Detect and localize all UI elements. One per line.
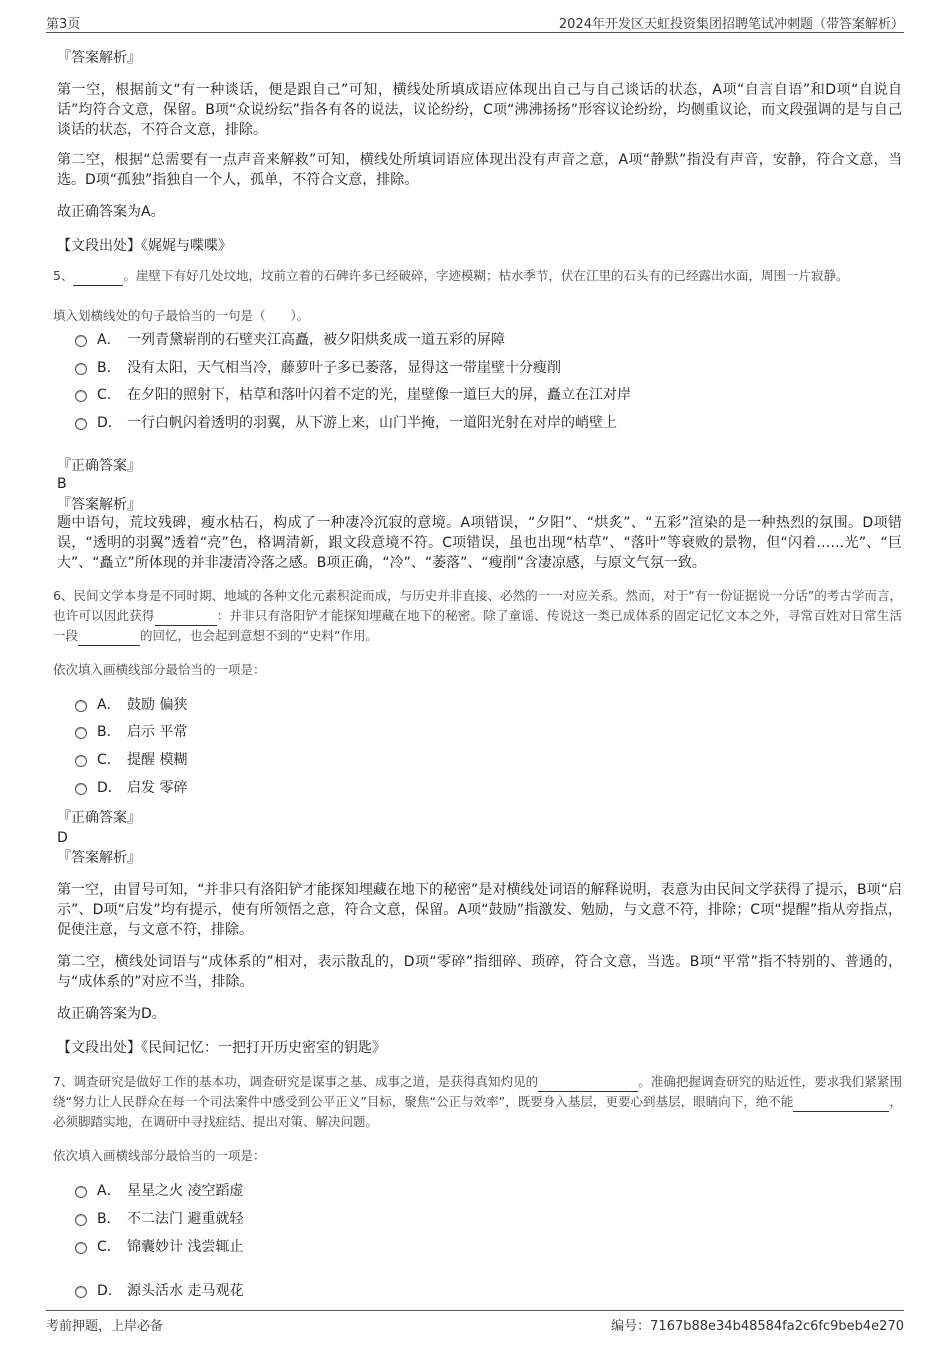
- q6-analysis-label: 『答案解析』: [57, 850, 141, 866]
- radio-icon[interactable]: [75, 700, 87, 712]
- option-text: 星星之火 凌空蹈虚: [127, 1183, 244, 1199]
- q6-conclusion: 故正确答案为D。: [57, 1006, 166, 1022]
- radio-icon[interactable]: [75, 755, 87, 767]
- option-letter: B．: [97, 1211, 121, 1227]
- q5-option-d[interactable]: [97, 413, 617, 433]
- q6-option-d[interactable]: [97, 778, 187, 798]
- option-letter: C．: [97, 752, 121, 768]
- radio-icon[interactable]: [75, 1286, 87, 1298]
- option-text: 一列青黛崭削的石壁夹江高矗，被夕阳烘炙成一道五彩的屏障: [127, 332, 505, 348]
- option-text: 启示 平常: [127, 724, 188, 740]
- q5-blank: [73, 271, 123, 286]
- q5-answer-label: 『正确答案』: [57, 458, 141, 474]
- option-text: 在夕阳的照射下，枯草和落叶闪着不定的光，崖壁像一道巨大的屏，矗立在江对岸: [127, 387, 631, 403]
- q7-option-a[interactable]: [97, 1181, 243, 1201]
- q5-stem-text: 。崖壁下有好几处坟地，坟前立着的石碑许多已经破碎，字迹模糊；枯水季节，伏在江里的石头有的已经露出水面，周围一片寂静。: [123, 268, 849, 283]
- footer-slogan: 考前押题，上岸必备: [46, 1319, 164, 1334]
- option-letter: C．: [97, 387, 121, 403]
- option-letter: B．: [97, 360, 121, 376]
- q6-stem-part1: 6、民间文学本身是不同时期、地域的各种文化元素积淀而成，与历史并非直接、必然的一一对应关系。然而，对于“有一份证据说一分话”的考古学而言，也许可以因此获得: [53, 588, 902, 623]
- q6-blank-1: [155, 611, 217, 626]
- option-letter: B．: [97, 724, 121, 740]
- q6-analysis-p1: 第一空，由冒号可知，“并非只有洛阳铲才能探知埋藏在地下的秘密”是对横线处词语的解释说明，表意为由民间文学获得了提示，B项“启示”、D项“启发”均有提示，使有所领悟之意，符合文意，保留。A项“鼓励”指激发、勉励，与文意不符，排除；C项“提醒”指从旁指点，促使注意，与文意不符，排除。: [57, 882, 902, 938]
- option-letter: D．: [97, 780, 122, 796]
- q6-answer: D: [57, 830, 68, 846]
- q6-answer-label: 『正确答案』: [57, 810, 141, 826]
- q7-option-c[interactable]: [97, 1237, 243, 1257]
- q4-analysis-label: 『答案解析』: [57, 50, 141, 66]
- document-id: 编号：7167b88e34b48584fa2c6fc9beb4e270: [611, 1319, 904, 1334]
- radio-icon[interactable]: [75, 727, 87, 739]
- q6-stem-part2: ：并非只有洛阳铲才能探知埋藏在地下的秘密。除了童谣、传说这一类已成体系的固定记忆文本之外，寻常百姓对日常生活一段: [53, 608, 902, 643]
- option-letter: A．: [97, 332, 121, 348]
- q6-stem-part3: 的回忆，也会起到意想不到的“史料”作用。: [140, 628, 378, 643]
- page-header: [46, 10, 904, 33]
- q7-stem-part3: ，必须脚踏实地，在调研中寻找症结、提出对策、解决问题。: [53, 1094, 902, 1129]
- q7-stem-part2: 。准确把握调查研究的贴近性，要求我们紧紧围绕“努力让人民群众在每一个司法案件中感受到公平正义”目标，聚焦“公正与效率”，既要身入基层，更要心到基层，眼睛向下，绝不能: [53, 1074, 902, 1109]
- document-title: 2024年开发区天虹投资集团招聘笔试冲刺题（带答案解析）: [558, 17, 904, 32]
- radio-icon[interactable]: [75, 335, 87, 347]
- q7-blank-1: [538, 1077, 638, 1092]
- q4-analysis-p1: 第一空，根据前文“有一种谈话，便是跟自己”可知，横线处所填成语应体现出自己与自己谈话的状态，A项“自言自语”和D项“自说自话”均符合文意，保留。B项“众说纷纭”指各有各的说法，议论纷纷，C项“沸沸扬扬”形容议论纷纷，均侧重议论，而文段强调的是与自己谈话的状态，不符合文意，排除。: [57, 82, 902, 138]
- q7-stem: [53, 1072, 902, 1132]
- radio-icon[interactable]: [75, 390, 87, 402]
- radio-icon[interactable]: [75, 363, 87, 375]
- q7-option-b[interactable]: [97, 1209, 243, 1229]
- q5-prompt: 填入划横线处的句子最恰当的一句是（ ）。: [53, 308, 310, 323]
- option-text: 启发 零碎: [127, 780, 188, 796]
- q5-option-a[interactable]: [97, 330, 505, 350]
- q7-blank-2: [793, 1097, 889, 1112]
- option-text: 锦囊妙计 浅尝辄止: [127, 1239, 244, 1255]
- q7-prompt: 依次填入画横线部分最恰当的一项是：: [53, 1148, 266, 1163]
- q6-option-c[interactable]: [97, 750, 187, 770]
- page-footer: [46, 1310, 904, 1335]
- q7-option-d[interactable]: [97, 1281, 243, 1301]
- q6-blank-2: [78, 631, 140, 646]
- option-text: 鼓励 偏狭: [127, 697, 188, 713]
- q6-source: 【文段出处】《民间记忆：一把打开历史密室的钥匙》: [57, 1040, 386, 1056]
- option-text: 源头活水 走马观花: [127, 1283, 244, 1299]
- q5-option-c[interactable]: [97, 385, 631, 405]
- q5-number: 5、: [53, 268, 74, 283]
- q5-stem: [53, 266, 902, 286]
- q5-answer: B: [57, 476, 67, 492]
- q5-option-b[interactable]: [97, 358, 561, 378]
- q6-analysis-p2: 第二空，横线处词语与“成体系的”相对，表示散乱的，D项“零碎”指细碎、琐碎，符合文意，当选。B项“平常”指不特别的、普通的，与“成体系的”对应不当，排除。: [57, 954, 902, 990]
- radio-icon[interactable]: [75, 1214, 87, 1226]
- q6-prompt: 依次填入画横线部分最恰当的一项是：: [53, 662, 266, 677]
- option-text: 没有太阳，天气相当冷，藤萝叶子多已萎落，显得这一带崖壁十分瘦削: [127, 360, 561, 376]
- option-letter: D．: [97, 1283, 122, 1299]
- q6-stem: [53, 586, 902, 646]
- radio-icon[interactable]: [75, 1242, 87, 1254]
- option-letter: A．: [97, 1183, 121, 1199]
- q6-option-a[interactable]: [97, 695, 187, 715]
- q6-option-b[interactable]: [97, 722, 187, 742]
- option-letter: C．: [97, 1239, 121, 1255]
- q4-conclusion: 故正确答案为A。: [57, 204, 165, 220]
- option-text: 一行白帆闪着透明的羽翼，从下游上来，山门半掩，一道阳光射在对岸的峭壁上: [127, 415, 617, 431]
- radio-icon[interactable]: [75, 418, 87, 430]
- radio-icon[interactable]: [75, 1186, 87, 1198]
- q4-analysis-p2: 第二空，根据“总需要有一点声音来解救”可知，横线处所填词语应体现出没有声音之意，A项“静默”指没有声音，安静，符合文意，当选。D项“孤独”指独自一个人，孤单，不符合文意，排除。: [57, 152, 902, 188]
- option-letter: D．: [97, 415, 122, 431]
- q5-analysis: 题中语句，荒坟残碑，瘦水枯石，构成了一种凄冷沉寂的意境。A项错误，“夕阳”、“烘炙”、“五彩”渲染的是一种热烈的氛围。D项错误，“透明的羽翼”透着“亮”色，格调清新，跟文段意境不符。C项错误，虽也出现“枯草”、“落叶”等衰败的景物，但“闪着……光”、“巨大”、“矗立”所体现的并非凄清冷落之感。B项正确，“冷”、“萎落”、“瘦削”含凄凉感，与原文气氛一致。: [57, 515, 902, 571]
- option-text: 不二法门 避重就轻: [127, 1211, 244, 1227]
- q4-source: 【文段出处】《娓娓与喋喋》: [57, 238, 232, 254]
- page-number: 第3页: [46, 17, 81, 32]
- q5-analysis-label: 『答案解析』: [57, 497, 141, 513]
- q7-stem-part1: 7、调查研究是做好工作的基本功，调查研究是谋事之基、成事之道，是获得真知灼见的: [53, 1074, 539, 1089]
- radio-icon[interactable]: [75, 783, 87, 795]
- option-text: 提醒 模糊: [127, 752, 188, 768]
- option-letter: A．: [97, 697, 121, 713]
